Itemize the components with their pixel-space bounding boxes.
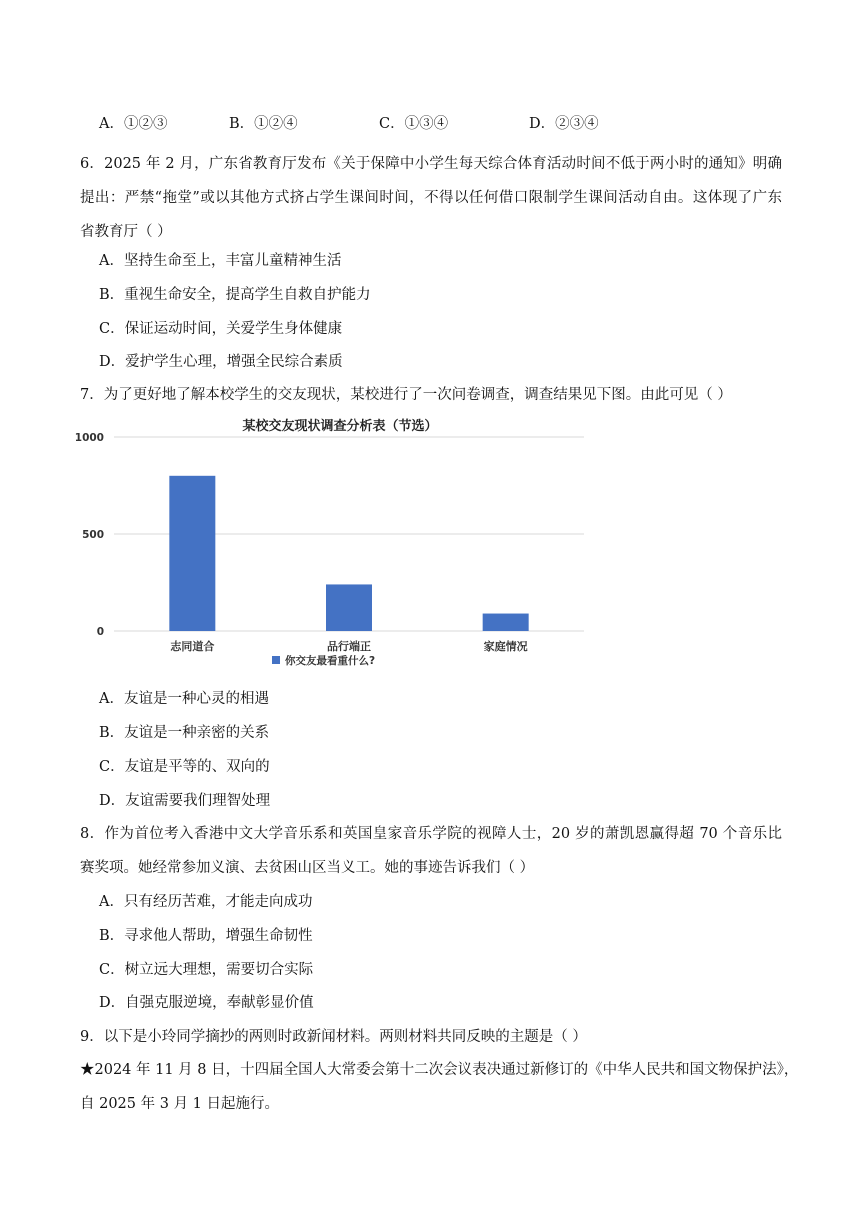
q7-option-b[interactable]: B．友谊是一种亲密的关系 [99, 725, 270, 741]
q9-material-line-2: 自 2025 年 3 月 1 日起施行。 [80, 1096, 280, 1112]
q8-stem-line-1: 8．作为首位考入香港中文大学音乐系和英国皇家音乐学院的视障人士，20 岁的萧凯恩赢得超 70 个音乐比 [80, 826, 782, 842]
q8-option-c[interactable]: C．树立远大理想，需要切合实际 [99, 962, 314, 978]
friendship-survey-chart [74, 410, 590, 672]
q8-option-b[interactable]: B．寻求他人帮助，增强生命韧性 [99, 928, 313, 944]
q7-option-c[interactable]: C．友谊是平等的、双向的 [99, 759, 270, 775]
q5-option-b[interactable]: B．①②④ [229, 116, 298, 132]
q5-option-d[interactable]: D．②③④ [529, 116, 599, 132]
bar-2 [326, 584, 372, 631]
q6-option-a[interactable]: A．坚持生命至上，丰富儿童精神生活 [99, 253, 342, 269]
x-tick-label: 志同道合 [170, 640, 215, 653]
q7-stem: 7．为了更好地了解本校学生的交友现状，某校进行了一次问卷调查，调查结果见下图。由此可见（ ） [80, 387, 732, 403]
bar-1 [169, 476, 215, 631]
legend-label: 你交友最看重什么? [285, 655, 376, 667]
q6-stem-line-3: 省教育厅（ ） [80, 224, 172, 240]
q8-option-d[interactable]: D．自强克服逆境，奉献彰显价值 [99, 995, 314, 1011]
q5-options [99, 112, 659, 132]
q6-option-c[interactable]: C．保证运动时间，关爱学生身体健康 [99, 321, 343, 337]
chart-title: 某校交友现状调查分析表（节选） [242, 419, 438, 434]
chart-legend [272, 654, 375, 667]
q8-stem-line-2: 赛奖项。她经常参加义演、去贫困山区当义工。她的事迹告诉我们（ ） [80, 860, 535, 876]
q9-material-line-1: ★2024 年 11 月 8 日，十四届全国人大常委会第十二次会议表决通过新修订的《中华人民共和国文物保护法》， [80, 1062, 799, 1078]
x-tick-label: 家庭情况 [483, 640, 528, 653]
y-tick-label: 500 [82, 529, 104, 541]
q7-option-d[interactable]: D．友谊需要我们理智处理 [99, 793, 271, 809]
q6-stem-line-1: 6．2025 年 2 月，广东省教育厅发布《关于保障中小学生每天综合体育活动时间不低于两小时的通知》明确 [80, 156, 782, 172]
q8-option-a[interactable]: A．只有经历苦难，才能走向成功 [99, 894, 313, 910]
x-tick-label: 品行端正 [327, 640, 371, 653]
q9-stem: 9．以下是小玲同学摘抄的两则时政新闻材料。两则材料共同反映的主题是（ ） [80, 1029, 587, 1045]
q6-stem-line-2: 提出：严禁“拖堂”或以其他方式挤占学生课间时间，不得以任何借口限制学生课间活动自由。这体现了广东 [80, 190, 782, 206]
q6-option-d[interactable]: D．爱护学生心理，增强全民综合素质 [99, 354, 343, 370]
q7-option-a[interactable]: A．友谊是一种心灵的相遇 [99, 691, 269, 707]
y-tick-label: 1000 [74, 432, 104, 444]
q6-option-b[interactable]: B．重视生命安全，提高学生自救自护能力 [99, 287, 371, 303]
legend-swatch [272, 656, 280, 664]
q5-option-a[interactable]: A．①②③ [99, 116, 168, 132]
y-tick-label: 0 [96, 626, 104, 638]
bar-3 [483, 614, 529, 631]
q5-option-c[interactable]: C．①③④ [379, 116, 449, 132]
